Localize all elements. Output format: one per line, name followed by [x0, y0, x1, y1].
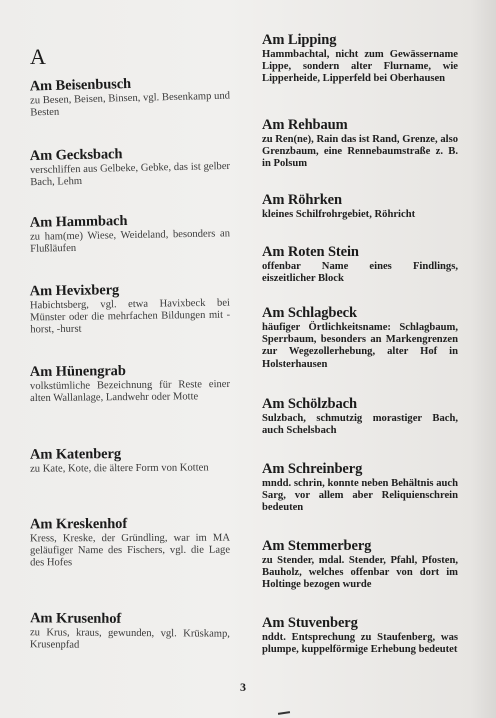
entry-definition: nddt. Entsprechung zu Staufenberg, was plumpe, kuppelförmige Erhebung bedeutet: [262, 632, 458, 656]
entry-definition: zu ham(me) Wiese, Weideland, besonders an Flußläufen: [29, 228, 231, 255]
page-number: 3: [240, 680, 246, 694]
entry-definition: Kress, Kreske, der Gründling, war im MA geläufiger Name des Fischers, vgl. die Lage des Hofes: [29, 532, 231, 569]
entry-definition: zu Kate, Kote, die ältere Form von Kotten: [30, 462, 209, 475]
dictionary-entry: [30, 211, 231, 256]
dictionary-entry: [262, 32, 458, 86]
section-letter: A: [30, 44, 46, 69]
entry-headword: Am Hünengrab: [29, 363, 126, 381]
dictionary-entry: [262, 192, 458, 221]
dictionary-entry: [262, 396, 458, 437]
entry-definition: volkstümliche Bezeichnung für Reste einer alten Wallanlage, Landwehr oder Motte: [29, 378, 231, 405]
entry-definition: verschliffen aus Gelbeke, Gebke, das ist gelber Bach, Lehm: [29, 160, 231, 189]
dictionary-entry: [262, 244, 458, 285]
page-edge-shadow: [470, 0, 496, 718]
entry-definition: Habichtsberg, vgl. etwa Havixbeck bei Münster oder die mehrfachen Bildungen mit -horst, -hurst: [29, 297, 231, 336]
entry-headword: Am Lipping: [262, 32, 337, 48]
entry-headword: Am Roten Stein: [262, 244, 359, 260]
dictionary-entry: [30, 74, 231, 120]
dictionary-entry: [30, 281, 231, 337]
entry-definition: häufiger Örtlichkeitsname: Schlagbaum, Sperrbaum, besonders an Markengrenzen zur Wegezollerhebung, alter Hof in Holsterhausen: [262, 322, 458, 370]
entry-definition: zu Stender, mdal. Stender, Pfahl, Pfosten, Bauholz, welches offenbar von dort im Holtinge bezogen wurde: [262, 555, 458, 591]
dictionary-entry: [30, 610, 230, 653]
entry-headword: Am Röhrken: [262, 192, 342, 208]
dictionary-entry: [262, 117, 458, 171]
dictionary-entry: [262, 538, 458, 592]
scan-mark: [278, 711, 290, 715]
entry-headword: Am Schreinberg: [262, 461, 363, 477]
dictionary-entry: [262, 305, 458, 371]
entry-headword: Am Rehbaum: [262, 117, 348, 133]
dictionary-entry: [262, 461, 458, 515]
entry-headword: Am Katenberg: [29, 446, 122, 463]
dictionary-entry: [30, 144, 231, 190]
entry-headword: Am Stuvenberg: [262, 615, 358, 631]
dictionary-entry: [30, 445, 230, 476]
entry-definition: zu Krus, kraus, gewunden, vgl. Krüskamp, Krusenpfad: [29, 627, 231, 651]
entry-headword: Am Hammbach: [29, 213, 128, 231]
entry-definition: zu Ren(ne), Rain das ist Rand, Grenze, also Grenzbaum, eine Rennebaumstraße z. B. in Polsum: [262, 134, 458, 170]
entry-definition: kleines Schilfrohrgebiet, Röhricht: [262, 209, 416, 220]
entry-definition: offenbar Name eines Findlings, eiszeitlicher Block: [262, 261, 458, 285]
entry-headword: Am Schlagbeck: [262, 305, 357, 321]
entry-definition: Sulzbach, schmutzig morastiger Bach, auch Schelsbach: [262, 413, 458, 437]
entry-definition: mndd. schrin, konnte neben Behältnis auch Sarg, vor allem aber Reliquienschrein bedeuten: [262, 478, 458, 514]
dictionary-entry: [30, 362, 230, 405]
entry-headword: Am Kreskenhof: [29, 516, 128, 533]
dictionary-entry: [30, 516, 230, 570]
entry-headword: Am Hevixberg: [29, 282, 120, 300]
entry-headword: Am Gecksbach: [29, 146, 123, 165]
entry-headword: Am Schölzbach: [262, 396, 357, 412]
entry-definition: Hammbachtal, nicht zum Gewässername Lippe, sondern alter Flurname, wie Lipperheide, Lipperfeld bei Oberhausen: [262, 49, 458, 85]
entry-headword: Am Krusenhof: [30, 610, 122, 627]
dictionary-entry: [262, 615, 458, 656]
entry-definition: zu Besen, Beisen, Binsen, vgl. Besenkamp und Besten: [29, 90, 231, 119]
entry-headword: Am Stemmerberg: [262, 538, 372, 554]
entry-headword: Am Beisenbusch: [29, 75, 132, 95]
